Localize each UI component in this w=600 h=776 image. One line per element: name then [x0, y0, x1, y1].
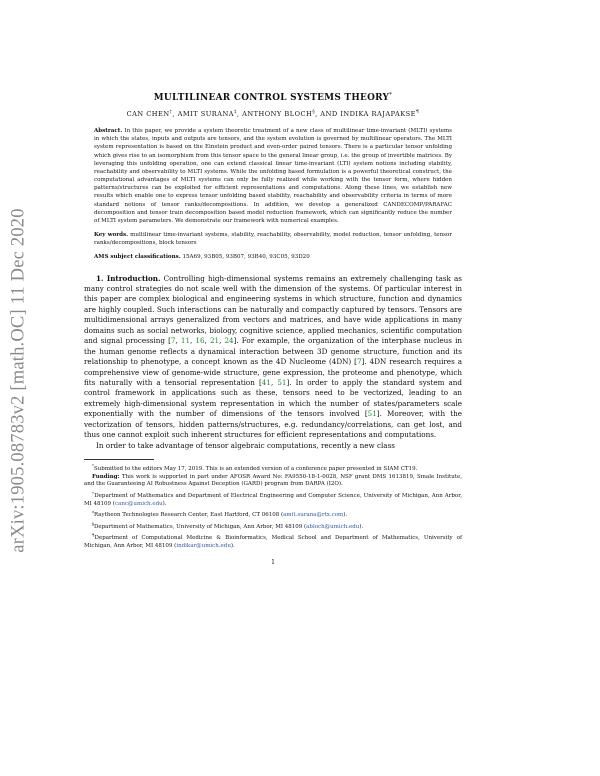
footnote-text: Department of Mathematics and Department of Electrical Engineering and Computer Science, University of Michigan, Ann Arbor, MI 48109 (	[84, 492, 462, 507]
citation-link[interactable]: 16	[195, 336, 205, 346]
footnote-affiliation	[84, 508, 462, 520]
author-name: INDIKA RAJAPAKSE	[340, 110, 416, 119]
intro-paragraph-1: 1. Introduction. Controlling high-dimensional systems remains an extremely challenging task as many control strategies do not scale well with the dimension of the systems. Of particular interest in this paper are complex biological and engineering systems in which structure, function and dynamics are highly coupled. Such interactions can be naturally and compactly captured by tensors. Tensors are multidimensional arrays generalized from vectors and matrices, and have wide applications in many domains such as social networks, biology, cognitive science, applied mechanics, scientific computation and signal processing [7, 11, 16, 21, 24]. For example, the organization of the interphase nucleus in the human genome reflects a dynamical interaction between 3D genome structure, function and its relationship to phenotype, a concept known as the 4D Nucleome (4DN) [7]. 4DN research requires a comprehensive view of genome-wide structure, gene expression, the proteome and phenotype, which fits naturally with a tensorial representation [41, 51]. In order to apply the standard system and control framework in applications such as these, tensors need to be vectorized, leading to an extremely high-dimensional system representation in which the number of states/parameters scale exponentially with the number of dimensions of the tensors involved [51]. Moreover, with the vectorization of tensors, hidden patterns/structures, e.g. redundancy/correlations, can get lost, and thus one cannot exploit such inherent structures for efficient representations and computations.	[84, 273, 463, 440]
footnote-text: Department of Computational Medicine & Bioinformatics, Medical School and Department of Mathematics, University of Michigan, Ann Arbor, MI 48109 (	[84, 535, 462, 549]
arxiv-stamp	[6, 160, 32, 600]
footnote-mark: §	[92, 520, 94, 526]
footnote-text: Department of Mathematics, University of Michigan, Ann Arbor, MI 48109 (	[94, 523, 307, 530]
footnote-text: This work is supported in part under AFOSR Award No: FA9550-18-1-0028, NSF grant DMS 1613819, Smale Institute, and the Guaranteeing AI Robustness Against Deception (GARD) program from DARPA (I2O).	[84, 473, 463, 488]
intro-text: ]. In order to apply the standard system and control framework in applications such as these, tensors need to be vectorized, leading to an extremely high-dimensional system representation in which the number of states/parameters scale exponentially with the number of dimensions of the tensors involved [	[84, 378, 463, 419]
footnotes	[84, 462, 462, 550]
abstract-label: Abstract.	[94, 128, 123, 135]
ams-text: 15A69, 93B05, 93B07, 93B40, 93C05, 93D20	[182, 254, 310, 261]
author-separator: ,	[172, 110, 178, 119]
keywords-text: multilinear time-invariant systems, stability, reachability, observability, model reduction, tensor unfolding, tensor ranks/decompositions, block tensors	[94, 232, 453, 247]
abstract-text: In this paper, we provide a system theoretic treatment of a new class of multilinear time-invariant (MLTI) systems in which the states, inputs and outputs are tensors, and the system evolution is governed by multilinear operators. The MLTI system representation is based on the Einstein product and even-order paired tensors. There is a particular tensor unfolding which gives rise to an isomorphism from this tensor space to the general linear group, i.e. the group of invertible matrices. By leveraging this unfolding operation, one can extend classical linear time-invariant (LTI) system notions including stability, reachability and observability to MLTI systems. While the unfolding based formulation is a powerful theoretical construct, the computational advantages of MLTI systems can only be fully realized while working with the tensor form, where hidden patterns/structures can be exploited for efficient representations and computations. Along these lines, we establish new results which enable one to express tensor unfolding based stability, reachability and observability criteria in terms of more standard notions of tensor ranks/decompositions. In addition, we develop a generalized CANDECOMP/PARAFAC decomposition and tensor train decomposition based model reduction framework, which can significantly reduce the number of MLTI system parameters. We demonstrate our framework with numerical examples.	[94, 128, 452, 224]
abstract	[94, 127, 452, 225]
author-mark[interactable]: †	[169, 109, 173, 115]
intro-paragraph-2: In order to take advantage of tensor algebraic computations, recently a new class	[96, 440, 395, 450]
email-link[interactable]: amit.surana@rtx.com	[283, 512, 344, 519]
author-name: AMIT SURANA	[177, 110, 235, 119]
footnote-rule	[84, 459, 154, 460]
footnote-affiliation	[84, 531, 462, 550]
footnote-close: ).	[230, 542, 235, 549]
keywords	[94, 231, 452, 247]
citation-link[interactable]: 24	[224, 336, 234, 346]
intro-text: ]. Moreover, with the vectorization of tensors, hidden patterns/structures, e.g. redundancy/correlations, can get lost, and thus one cannot exploit such inherent structures for efficient representations and computations.	[84, 409, 462, 440]
footnote-affiliation	[84, 520, 462, 532]
page-number: 1	[271, 558, 275, 566]
author-name: ANTHONY BLOCH	[242, 110, 313, 119]
author-mark[interactable]: ¶	[415, 109, 420, 115]
email-link[interactable]: abloch@umich.edu	[306, 523, 360, 530]
email-link[interactable]: indikar@umich.edu	[176, 542, 231, 549]
intro-text: ]. For example, the organization of the interphase nucleus in the human genome reflects a dynamical interaction between 3D genome structure, function and its relationship to phenotype, a concept known as the 4D Nucleome (4DN) [	[84, 336, 463, 367]
ams-label: AMS subject classifications.	[94, 254, 181, 261]
citation-link[interactable]: 7	[357, 357, 362, 367]
arxiv-identifier: arXiv:1905.08783v2 [math.OC] 11 Dec 2020	[8, 207, 29, 553]
title-text: MULTILINEAR CONTROL SYSTEMS THEORY	[153, 92, 390, 103]
author-mark[interactable]: ‡	[234, 109, 237, 115]
footnote-affiliation	[84, 489, 462, 508]
footnote-close: ).	[343, 512, 348, 519]
introduction-section	[84, 274, 462, 452]
author-list	[84, 110, 462, 118]
author-separator: ,	[236, 110, 243, 119]
keywords-label: Key words.	[94, 232, 129, 239]
footnote-text: Raytheon Technologies Research Center, East Hartford, CT 06108 (	[94, 512, 284, 519]
citation-link[interactable]: 51	[367, 409, 377, 419]
footnote-mark: ‡	[92, 509, 94, 515]
footnote-close: ).	[162, 500, 167, 507]
title-footnote-mark[interactable]: *	[389, 92, 393, 98]
footnote-submission	[84, 462, 462, 474]
intro-text: Controlling high-dimensional systems remains an extremely challenging task as many control strategies do not scale well with the dimension of the systems. Of particular interest in this paper are complex biological and engineering systems in which structure, function and dynamics are highly coupled. Such interactions can be naturally and compactly captured by tensors. Tensors are multidimensional arrays generalized from vectors and matrices, and have wide applications in many domains such as social networks, biology, cognitive science, applied mechanics, scientific computation and signal processing [	[84, 273, 462, 346]
funding-label: Funding:	[92, 473, 120, 480]
intro-text: ]. 4DN research requires a comprehensive view of genome-wide structure, gene expression, the proteome and phenotype, which fits naturally with a tensorial representation [	[84, 357, 462, 388]
citation-link[interactable]: 7	[170, 336, 176, 346]
author-mark[interactable]: §	[312, 109, 316, 115]
email-link[interactable]: canc@umich.edu	[114, 500, 163, 507]
citation-link[interactable]: 11	[180, 336, 191, 346]
paper-page	[84, 92, 462, 566]
paper-title	[84, 92, 462, 103]
footnote-funding	[84, 474, 462, 489]
footnote-text: Submitted to the editors May 17, 2019. This is an extended version of a conference paper presented in SIAM CT19.	[94, 466, 418, 473]
footnote-mark: †	[92, 490, 95, 496]
ams-classifications	[94, 253, 452, 261]
citation-link[interactable]: 21	[209, 336, 220, 346]
footnote-mark: *	[92, 463, 94, 469]
author-separator: , AND	[315, 110, 341, 119]
citation-link[interactable]: 51	[277, 378, 287, 388]
author-name: CAN CHEN	[126, 110, 170, 119]
footnote-close: ).	[359, 523, 364, 530]
citation-link[interactable]: 41	[261, 378, 271, 388]
footnote-mark: ¶	[92, 532, 95, 538]
section-heading: 1. Introduction.	[96, 273, 161, 283]
